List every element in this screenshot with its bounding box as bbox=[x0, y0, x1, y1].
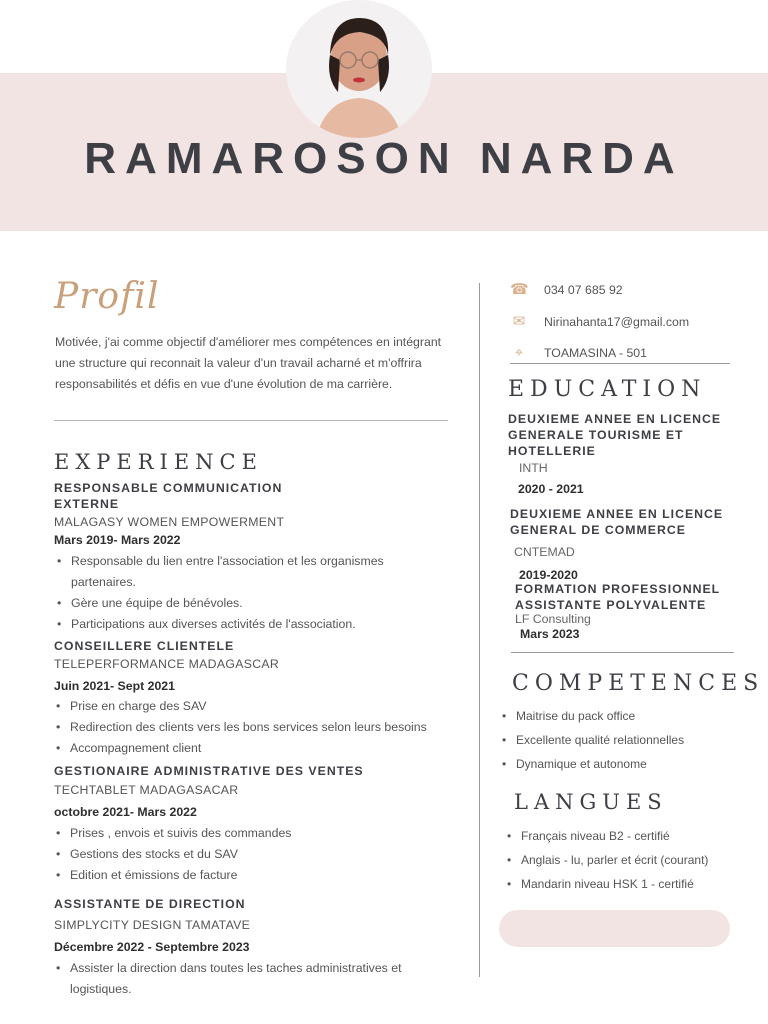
job-bullets bbox=[54, 696, 454, 759]
job-bullet: • Accompagnement client bbox=[54, 738, 454, 759]
education-date: 2019-2020 bbox=[519, 568, 578, 582]
langues-title: LANGUES bbox=[514, 790, 668, 814]
education-title: EDUCATION bbox=[508, 377, 707, 402]
job-title: RESPONSABLE COMMUNICATION EXTERNE bbox=[54, 481, 283, 511]
langue-item: • Mandarin niveau HSK 1 - certifié bbox=[505, 872, 755, 896]
job-bullet: • Redirection des clients vers les bons services selon leurs besoins bbox=[54, 717, 454, 738]
education-school: LF Consulting bbox=[515, 612, 591, 626]
job-bullet: • Assister la direction dans toutes les taches administratives et logistiques. bbox=[54, 958, 424, 1000]
contact-email bbox=[510, 312, 689, 330]
contact-address bbox=[510, 344, 647, 361]
job-bullets bbox=[54, 958, 424, 1000]
job-bullets bbox=[54, 823, 454, 886]
column-divider bbox=[479, 283, 480, 977]
education-date: 2020 - 2021 bbox=[518, 482, 584, 496]
job-bullet: • Prises , envois et suivis des commandes bbox=[54, 823, 454, 844]
job-date: Mars 2019- Mars 2022 bbox=[54, 533, 181, 547]
job-title: GESTIONAIRE ADMINISTRATIVE DES VENTES bbox=[54, 764, 364, 778]
mail-icon: ✉ bbox=[512, 313, 526, 330]
competences-title: COMPETENCES bbox=[512, 671, 765, 696]
profil-title: Profil bbox=[54, 276, 160, 317]
job-title: CONSEILLERE CLIENTELE bbox=[54, 639, 235, 653]
competences-list bbox=[500, 704, 740, 776]
job-bullet: • Responsable du lien entre l'association et les organismes partenaires. bbox=[55, 551, 415, 593]
job-title: ASSISTANTE DE DIRECTION bbox=[54, 897, 246, 911]
profile-photo-illustration bbox=[286, 0, 432, 138]
job-bullet: • Gère une équipe de bénévoles. bbox=[55, 593, 415, 614]
langue-item: • Français niveau B2 - certifié bbox=[505, 824, 755, 848]
job-bullets bbox=[55, 551, 415, 635]
candidate-name: RAMAROSON NARDA bbox=[84, 134, 684, 183]
decorative-pill bbox=[499, 910, 730, 947]
profil-text: Motivée, j'ai comme objectif d'améliorer mes compétences en intégrant une structure qui reconnait la valeur d'un travail acharné et m'offrira responsabilités et défis en vue d'une évolution de ma carrière. bbox=[55, 335, 442, 391]
job-bullet: • Prise en charge des SAV bbox=[54, 696, 454, 717]
contact-phone bbox=[510, 280, 623, 298]
job-company: TELEPERFORMANCE MADAGASCAR bbox=[54, 657, 280, 671]
education-date: Mars 2023 bbox=[520, 627, 580, 641]
job-bullet: • Participations aux diverses activités de l'association. bbox=[55, 614, 415, 635]
job-bullet: • Gestions des stocks et du SAV bbox=[54, 844, 454, 865]
profile-photo bbox=[286, 0, 432, 138]
experience-title: EXPERIENCE bbox=[54, 450, 263, 474]
address-text: TOAMASINA - 501 bbox=[544, 346, 647, 360]
location-icon: ⌖ bbox=[514, 344, 524, 361]
job-company: TECHTABLET MADAGASACAR bbox=[54, 783, 239, 797]
competence-item: • Maitrise du pack office bbox=[500, 704, 740, 728]
job-company: MALAGASY WOMEN EMPOWERMENT bbox=[54, 515, 285, 529]
education-school: CNTEMAD bbox=[514, 545, 575, 559]
phone-icon: ☎ bbox=[510, 281, 529, 298]
education-school: INTH bbox=[519, 461, 548, 475]
profil-divider bbox=[54, 420, 448, 421]
email-text: Nirinahanta17@gmail.com bbox=[544, 315, 690, 329]
job-date: Décembre 2022 - Septembre 2023 bbox=[54, 940, 250, 954]
langue-item: • Anglais - lu, parler et écrit (courant) bbox=[505, 848, 755, 872]
education-degree: DEUXIEME ANNEE EN LICENCE GENERALE TOURISME ET HOTELLERIE bbox=[508, 412, 722, 458]
education-degree: DEUXIEME ANNEE EN LICENCE GENERAL DE COMMERCE bbox=[510, 507, 724, 537]
langues-list bbox=[505, 824, 755, 896]
phone-text: 034 07 685 92 bbox=[544, 283, 623, 297]
job-bullet: • Edition et émissions de facture bbox=[54, 865, 454, 886]
competence-item: • Excellente qualité relationnelles bbox=[500, 728, 740, 752]
job-company: SIMPLYCITY DESIGN TAMATAVE bbox=[54, 918, 251, 932]
contact-divider bbox=[510, 363, 730, 364]
competence-item: • Dynamique et autonome bbox=[500, 752, 740, 776]
job-date: Juin 2021- Sept 2021 bbox=[54, 679, 175, 693]
job-date: octobre 2021- Mars 2022 bbox=[54, 805, 197, 819]
education-divider bbox=[511, 652, 734, 653]
education-degree: FORMATION PROFESSIONNEL ASSISTANTE POLYVALENTE bbox=[515, 582, 720, 612]
